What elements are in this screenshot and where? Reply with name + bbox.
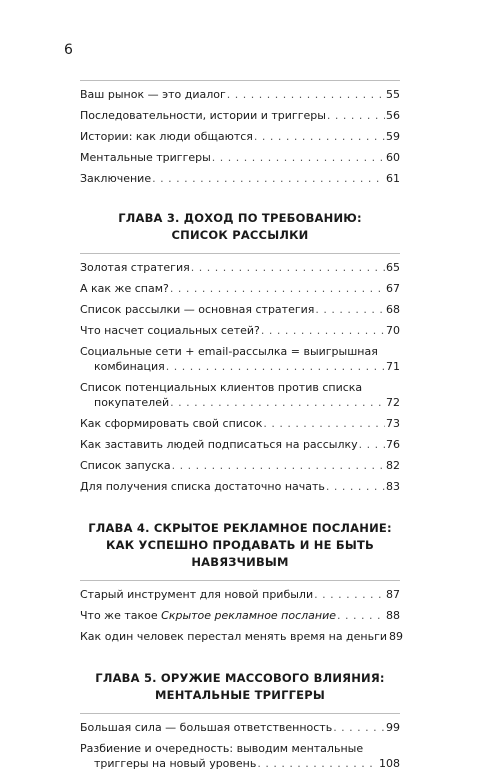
toc-entry-page: 87 bbox=[386, 588, 400, 601]
toc-entry bbox=[80, 129, 400, 144]
top-entries bbox=[80, 87, 400, 186]
toc-entry-title: Как один человек перестал менять время на деньги bbox=[80, 630, 388, 643]
toc-entry bbox=[80, 720, 400, 735]
toc-entry-title-plain: Что же такое bbox=[80, 609, 162, 622]
chapter5-entries bbox=[80, 720, 400, 771]
toc-entry-page: 89 bbox=[389, 630, 404, 643]
toc-entry-page: 76 bbox=[386, 438, 400, 451]
toc-entry-title: Список запуска bbox=[80, 459, 171, 472]
toc-entry-title: Как заставить людей подписаться на рассылку bbox=[80, 438, 358, 451]
toc-entry-page: 56 bbox=[386, 109, 400, 122]
chapter4-entries bbox=[80, 587, 404, 644]
chapter-heading-line: КАК УСПЕШНО ПРОДАВАТЬ И НЕ БЫТЬ НАВЯЗЧИВЫМ bbox=[106, 538, 374, 569]
toc-entry bbox=[80, 323, 400, 338]
chapter-heading-line: МЕНТАЛЬНЫЕ ТРИГГЕРЫ bbox=[155, 688, 325, 702]
toc-entry bbox=[80, 629, 404, 644]
toc-entry bbox=[80, 741, 400, 771]
toc-entry bbox=[80, 281, 400, 296]
toc-entry bbox=[80, 587, 400, 602]
toc-entry-title bbox=[80, 608, 336, 623]
toc-entry bbox=[80, 416, 400, 431]
chapter-heading bbox=[80, 520, 400, 571]
toc-entry-title: Для получения списка достаточно начать bbox=[80, 480, 325, 493]
toc-entry-title: Разбиение и очередность: выводим ментальные bbox=[80, 742, 364, 755]
toc-entry-page: 99 bbox=[386, 721, 400, 734]
chapter-heading-line: ГЛАВА 5. ОРУЖИЕ МАССОВОГО ВЛИЯНИЯ: bbox=[95, 671, 385, 685]
toc-entry-page: 59 bbox=[386, 130, 400, 143]
toc-entry-page: 68 bbox=[386, 303, 400, 316]
toc-entry-title: Заключение bbox=[80, 172, 152, 185]
toc-entry-title: Что насчет социальных сетей? bbox=[80, 324, 260, 337]
toc-entry bbox=[80, 260, 400, 275]
toc-entry-page: 70 bbox=[386, 324, 400, 337]
toc-entry bbox=[80, 608, 400, 623]
toc-entry bbox=[80, 458, 400, 473]
toc-entry-title-continued: триггеры на новый уровень bbox=[94, 757, 257, 770]
divider bbox=[80, 580, 400, 581]
toc-entry bbox=[80, 150, 400, 165]
toc-entry-page: 71 bbox=[386, 360, 400, 373]
toc-entry-title: Список потенциальных клиентов против списка bbox=[80, 381, 363, 394]
divider bbox=[80, 253, 400, 254]
toc-entry-page: 55 bbox=[386, 88, 400, 101]
toc-entry-page: 88 bbox=[386, 609, 400, 622]
chapter-heading bbox=[80, 670, 400, 704]
chapter-heading-line: СПИСОК РАССЫЛКИ bbox=[171, 228, 309, 242]
toc-entry bbox=[80, 87, 400, 102]
toc-entry-page: 67 bbox=[386, 282, 400, 295]
toc-entry-title: Ментальные триггеры bbox=[80, 151, 211, 164]
toc-entry-title: Список рассылки — основная стратегия bbox=[80, 303, 315, 316]
divider bbox=[80, 80, 400, 81]
toc-entry bbox=[80, 302, 400, 317]
toc-entry bbox=[80, 380, 400, 410]
toc-entry-title-continued: комбинация bbox=[94, 360, 165, 373]
toc-entry-title: Как сформировать свой список bbox=[80, 417, 263, 430]
toc-entry-title: Ваш рынок — это диалог bbox=[80, 88, 226, 101]
toc-entry-title: Социальные сети + email-рассылка = выигрышная bbox=[80, 345, 378, 358]
toc-entry bbox=[80, 437, 400, 452]
toc-entry-page: 65 bbox=[386, 261, 400, 274]
toc-entry-title: Золотая стратегия bbox=[80, 261, 190, 274]
toc-entry-page: 83 bbox=[386, 480, 400, 493]
toc-entry-title: Большая сила — большая ответственность bbox=[80, 721, 333, 734]
toc-entry-title: Истории: как люди общаются bbox=[80, 130, 253, 143]
chapter3-entries bbox=[80, 260, 400, 494]
toc-entry-page: 73 bbox=[386, 417, 400, 430]
toc-entry-page: 61 bbox=[386, 172, 400, 185]
chapter-heading bbox=[80, 210, 400, 244]
toc-entry-page: 82 bbox=[386, 459, 400, 472]
table-of-contents bbox=[80, 80, 404, 771]
toc-entry bbox=[80, 479, 400, 494]
toc-entry bbox=[80, 344, 400, 374]
toc-entry bbox=[80, 171, 400, 186]
chapter-heading-line: ГЛАВА 3. ДОХОД ПО ТРЕБОВАНИЮ: bbox=[118, 211, 362, 225]
toc-entry-title-continued: покупателей bbox=[94, 396, 170, 409]
divider bbox=[80, 713, 400, 714]
toc-entry-page: 108 bbox=[379, 757, 400, 770]
toc-entry-title: Старый инструмент для новой прибыли bbox=[80, 588, 314, 601]
toc-entry-title: Последовательности, истории и триггеры bbox=[80, 109, 326, 122]
chapter-heading-line: ГЛАВА 4. СКРЫТОЕ РЕКЛАМНОЕ ПОСЛАНИЕ: bbox=[88, 521, 392, 535]
toc-entry-page: 60 bbox=[386, 151, 400, 164]
page-number: 6 bbox=[64, 42, 73, 58]
toc-entry-title-italic: Скрытое рекламное послание bbox=[161, 609, 337, 622]
toc-entry-page: 72 bbox=[386, 396, 400, 409]
toc-entry-title: А как же спам? bbox=[80, 282, 169, 295]
toc-entry bbox=[80, 108, 400, 123]
